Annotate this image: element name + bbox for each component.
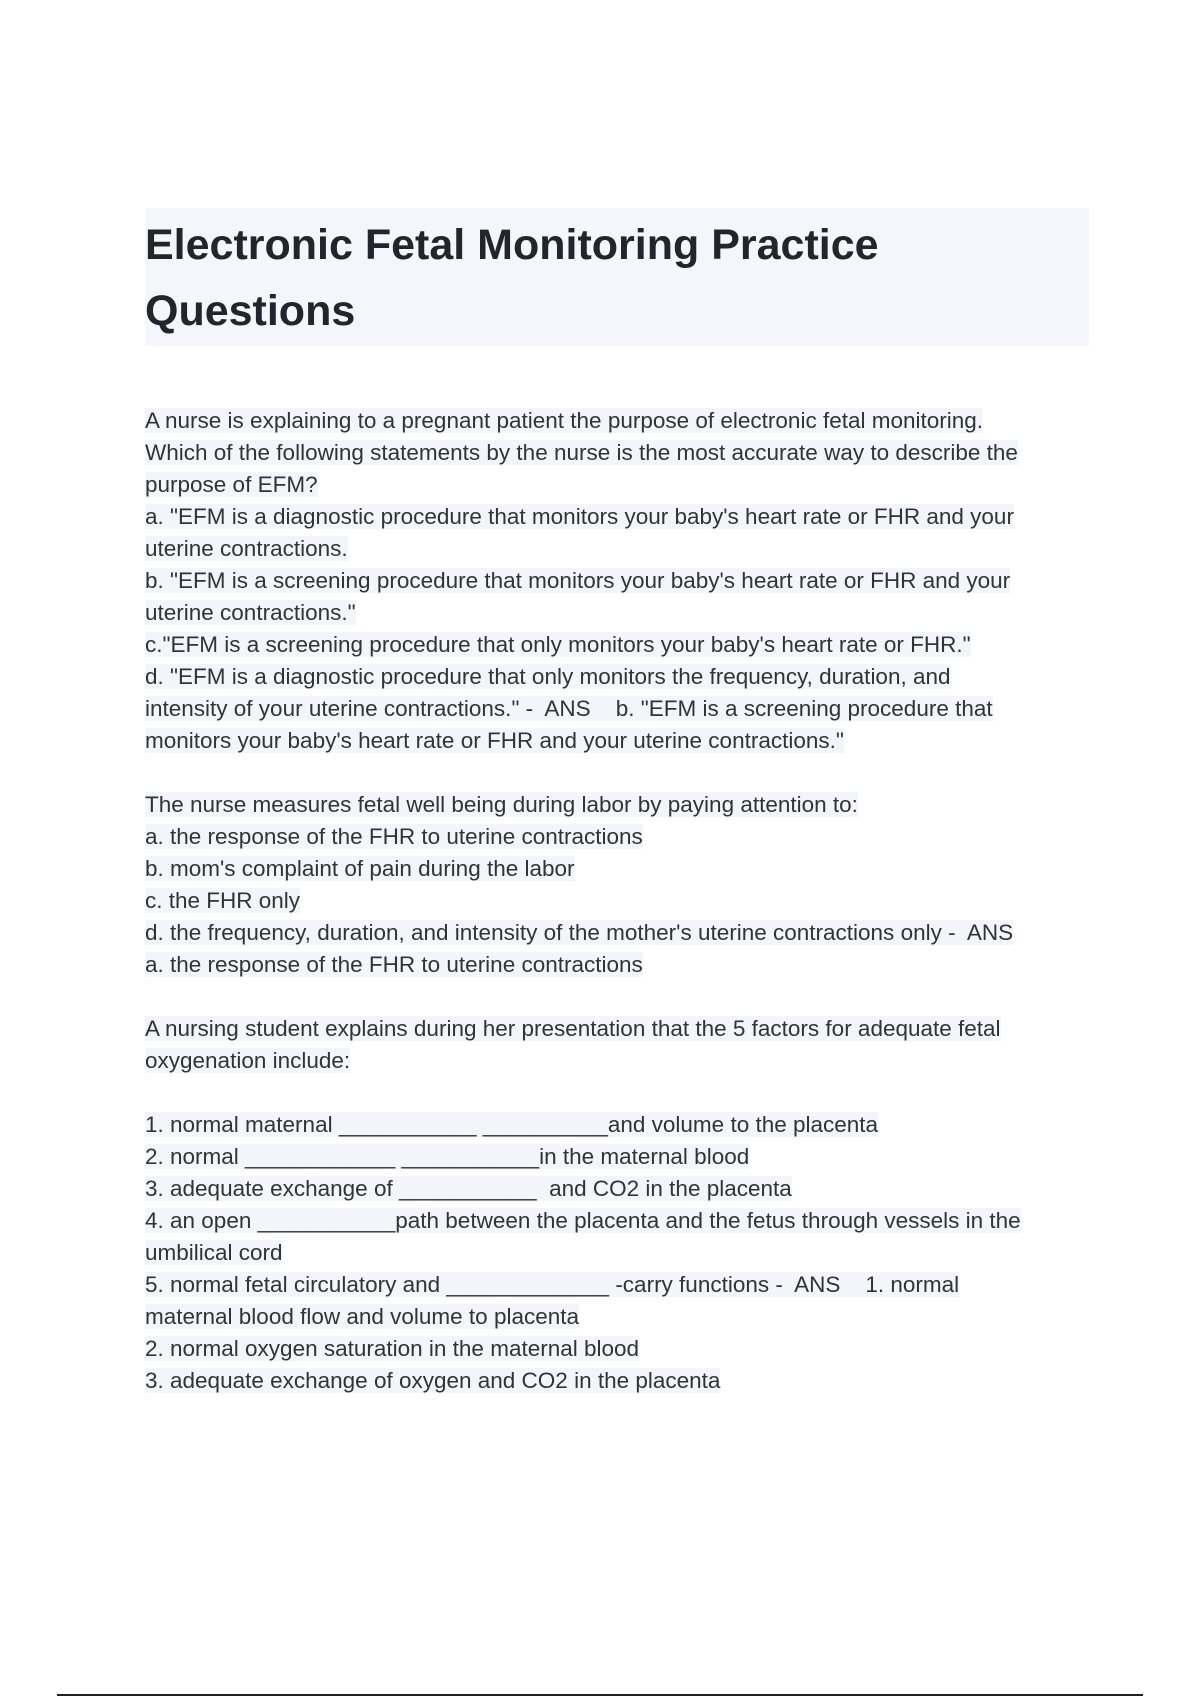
question-3-item-4: 4. an open ___________path between the placenta and the fetus through vessels in the [145,1208,1021,1233]
question-1-line: uterine contractions. [145,536,348,561]
question-2-stem: The nurse measures fetal well being during labor by paying attention to: [145,792,858,817]
question-1 [145,405,1090,757]
question-1-line: A nurse is explaining to a pregnant patient the purpose of electronic fetal monitoring. [145,408,984,433]
question-3-answer: maternal blood flow and volume to placenta [145,1304,580,1329]
document-title: Electronic Fetal Monitoring Practice Questions [145,221,879,335]
question-2-option-b: b. mom's complaint of pain during the labor [145,856,575,881]
spacer [145,757,1090,789]
question-2-option-c: c. the FHR only [145,888,301,913]
question-3-item-2: 2. normal ____________ ___________in the maternal blood [145,1144,750,1169]
question-2-option-a: a. the response of the FHR to uterine contractions [145,824,643,849]
document-body [145,405,1090,1397]
spacer [145,981,1090,1013]
question-1-option-d: d. "EFM is a diagnostic procedure that only monitors the frequency, duration, and [145,664,951,689]
question-3 [145,1013,1090,1397]
question-3-line: umbilical cord [145,1240,283,1265]
question-1-option-c: c."EFM is a screening procedure that only monitors your baby's heart rate or FHR." [145,632,971,657]
question-3-item-1: 1. normal maternal ___________ __________and volume to the placenta [145,1112,879,1137]
question-2-answer: a. the response of the FHR to uterine contractions [145,952,643,977]
question-1-option-b: b. "EFM is a screening procedure that monitors your baby's heart rate or FHR and your [145,568,1011,593]
question-1-line: purpose of EFM? [145,472,318,497]
question-2-option-d: d. the frequency, duration, and intensity of the mother's uterine contractions only - ANS [145,920,1014,945]
question-3-answer: 3. adequate exchange of oxygen and CO2 in the placenta [145,1368,721,1393]
question-3-intro: oxygenation include: [145,1048,351,1073]
question-3-item-3: 3. adequate exchange of ___________ and CO2 in the placenta [145,1176,792,1201]
title-block [145,208,1089,346]
question-1-line: uterine contractions." [145,600,356,625]
question-1-answer: intensity of your uterine contractions." - ANS b. "EFM is a screening procedure that [145,696,993,721]
question-3-answer: 2. normal oxygen saturation in the maternal blood [145,1336,640,1361]
question-1-line: monitors your baby's heart rate or FHR and your uterine contractions." [145,728,844,753]
question-2 [145,789,1090,981]
question-3-item-5: 5. normal fetal circulatory and _____________ -carry functions - ANS 1. normal [145,1272,960,1297]
spacer [145,1077,1090,1109]
question-3-intro: A nursing student explains during her presentation that the 5 factors for adequate fetal [145,1016,1001,1041]
footer-rule [57,1694,1143,1696]
question-1-line: Which of the following statements by the nurse is the most accurate way to describe the [145,440,1018,465]
question-1-option-a: a. "EFM is a diagnostic procedure that monitors your baby's heart rate or FHR and your [145,504,1014,529]
